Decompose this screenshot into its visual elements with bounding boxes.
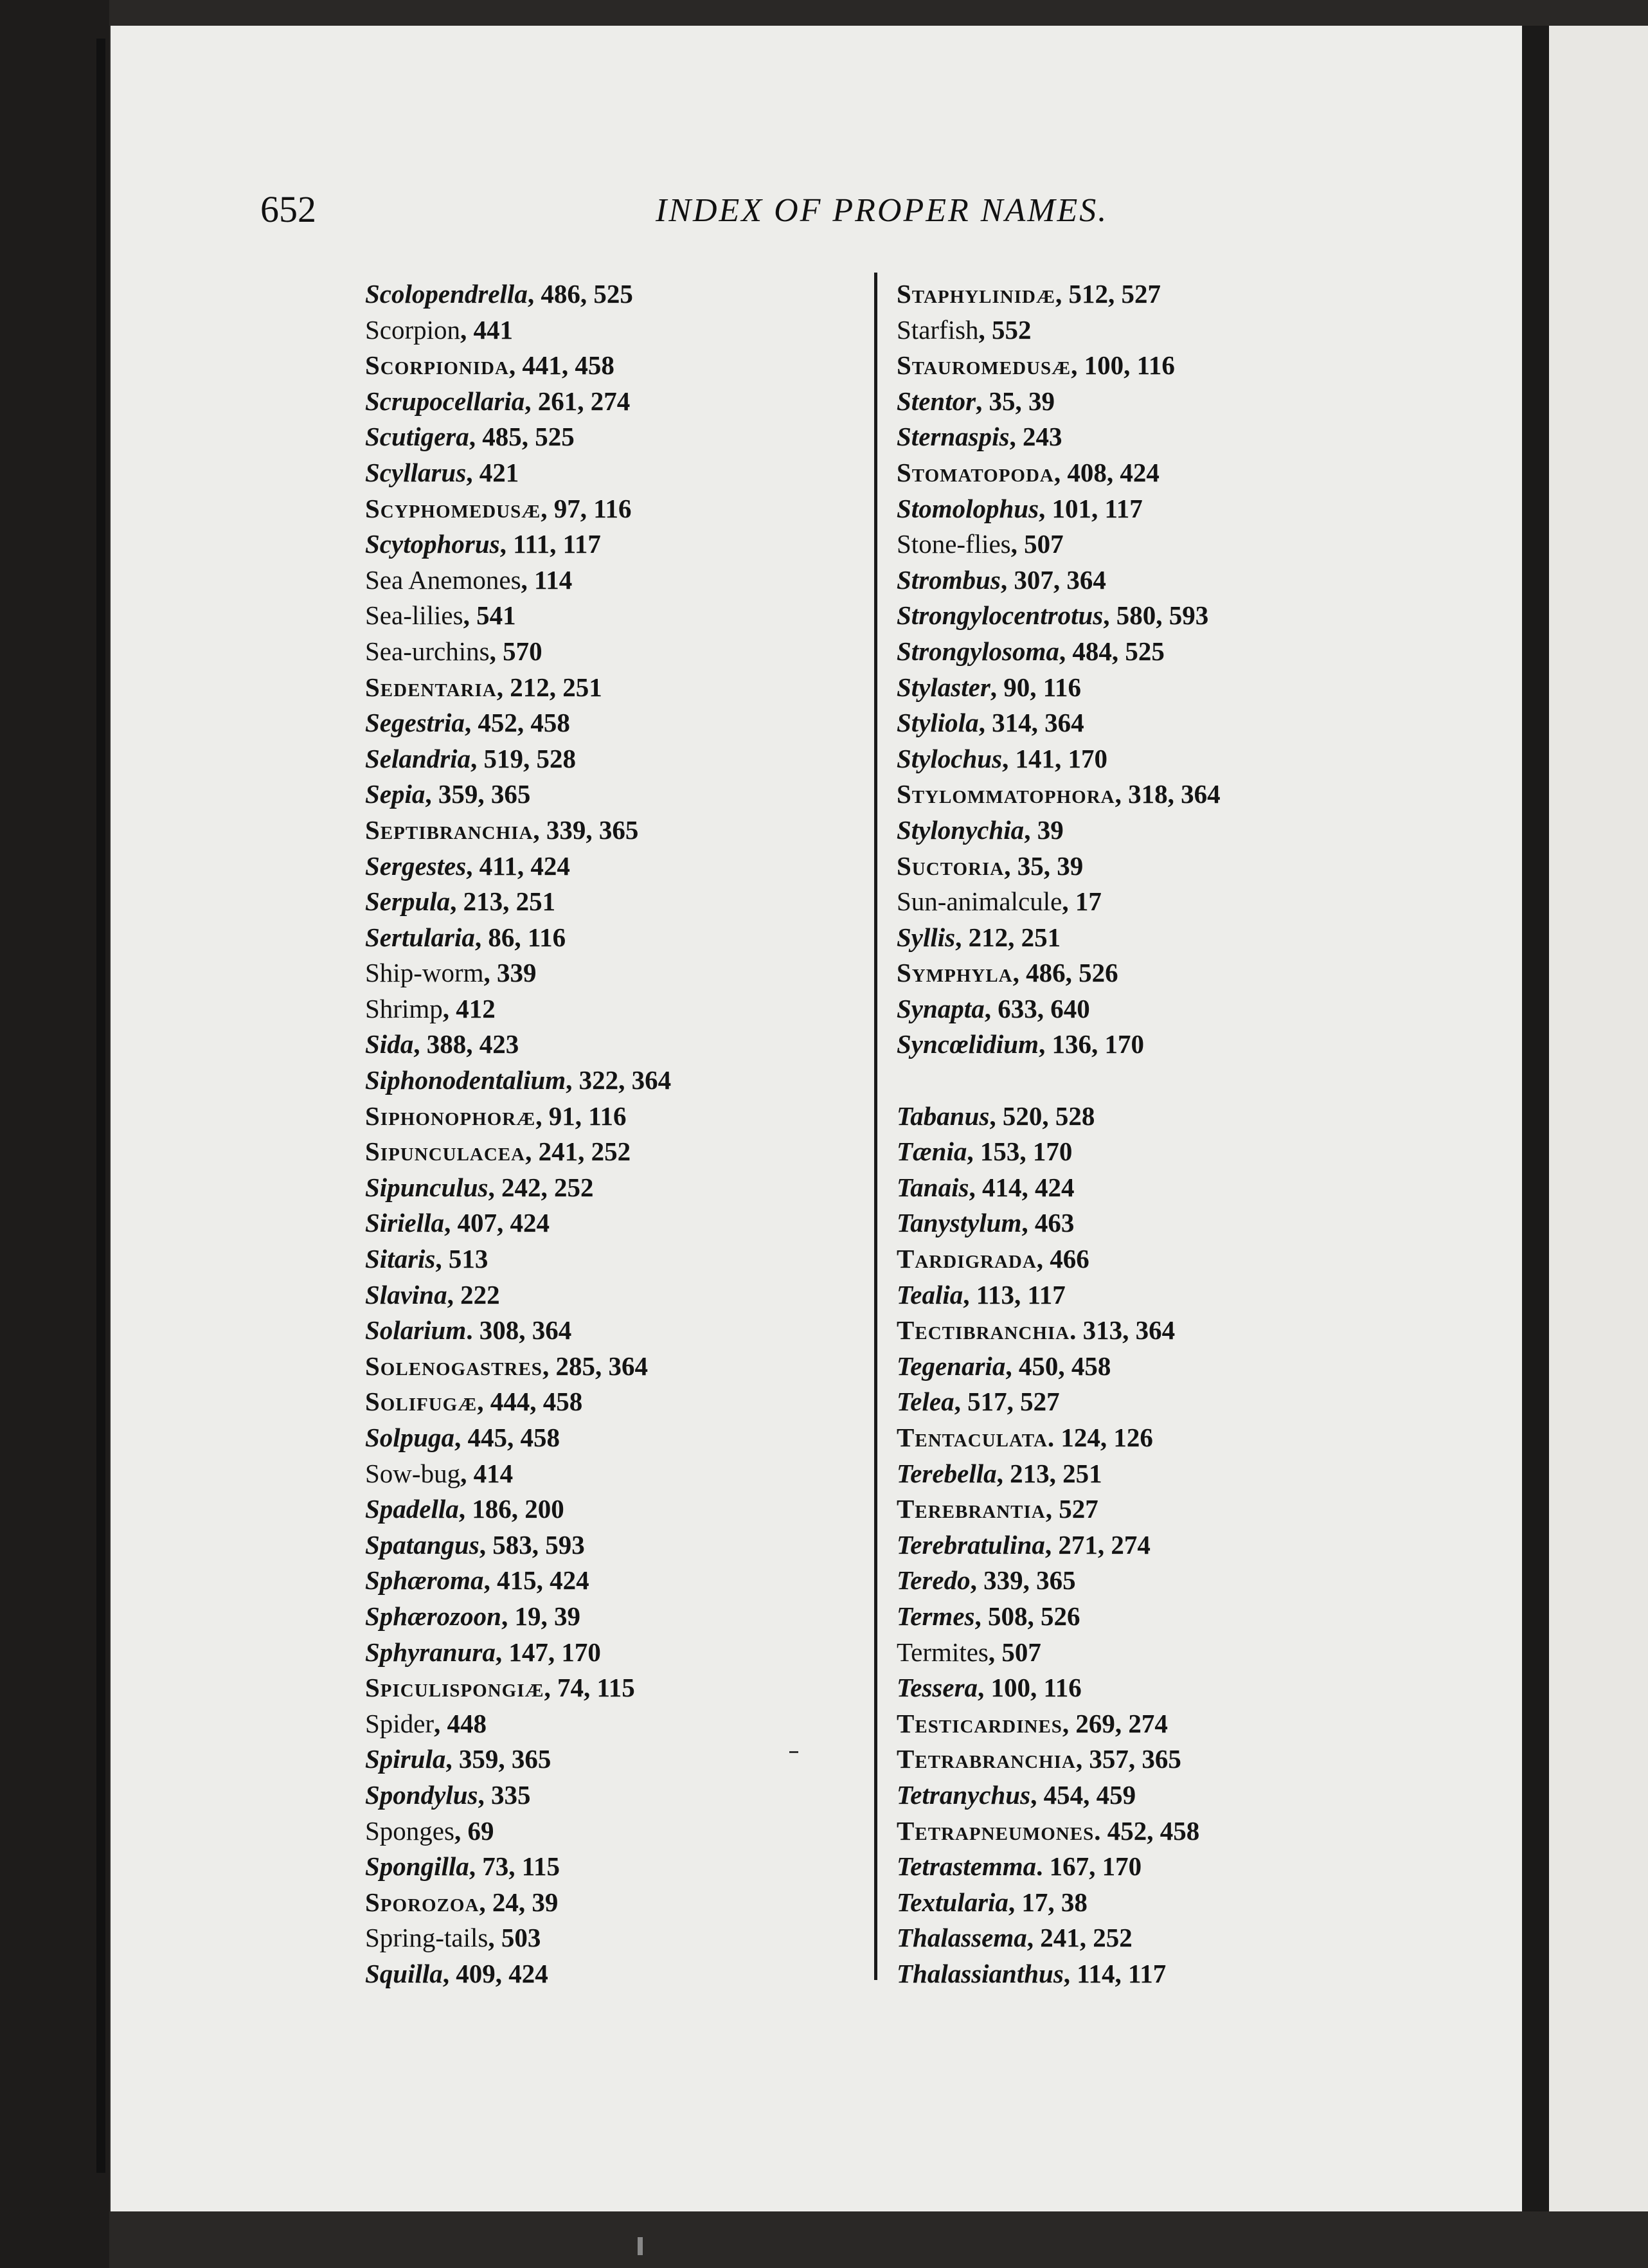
index-entry	[897, 491, 1398, 527]
index-term: Syncœlidium	[897, 1029, 1039, 1059]
index-entry	[897, 1277, 1398, 1313]
index-term: Textularia	[897, 1887, 1008, 1917]
index-entry	[365, 1349, 866, 1385]
index-term: Sida	[365, 1029, 414, 1059]
index-term: Sedentaria	[365, 672, 497, 702]
column-divider	[874, 273, 877, 1980]
index-page-refs: , 100, 116	[978, 1673, 1082, 1703]
index-entry	[365, 955, 866, 991]
index-term: Scolopendrella	[365, 279, 528, 309]
index-term: Spondylus	[365, 1779, 478, 1810]
index-entry	[365, 598, 866, 634]
index-term: Siphonophoræ	[365, 1101, 536, 1131]
index-term: Scutigera	[365, 422, 469, 452]
index-page-refs: , 335	[478, 1779, 531, 1810]
index-term: Shrimp	[365, 993, 443, 1023]
index-entry	[897, 455, 1398, 491]
index-term: Tanystylum	[897, 1208, 1022, 1238]
index-entry	[365, 1491, 866, 1527]
index-entry	[365, 1134, 866, 1170]
index-term: Spadella	[365, 1494, 459, 1524]
index-page-refs: , 213, 251	[996, 1458, 1102, 1488]
index-page-refs: , 147, 170	[495, 1637, 601, 1667]
index-page-refs: , 212, 251	[496, 672, 602, 702]
index-entry	[897, 849, 1398, 885]
index-entry	[365, 1635, 866, 1671]
index-entry	[365, 1384, 866, 1420]
index-entry	[897, 1920, 1398, 1956]
index-page-refs: , 17, 38	[1008, 1887, 1088, 1917]
index-page-refs: , 97, 116	[541, 493, 632, 523]
index-page-refs: , 314, 364	[978, 708, 1084, 738]
index-term: Tænia	[897, 1137, 967, 1167]
index-entry	[897, 1849, 1398, 1885]
index-entry	[365, 1599, 866, 1635]
index-page-refs: , 414, 424	[969, 1172, 1075, 1202]
index-page-refs: , 407, 424	[444, 1208, 550, 1238]
index-entry	[897, 1956, 1398, 1992]
index-term: Teredo	[897, 1565, 971, 1596]
index-page-refs: , 35, 39	[1004, 851, 1084, 881]
index-page-refs: , 243	[1009, 422, 1062, 452]
index-page-refs: , 24, 39	[479, 1887, 559, 1917]
index-term: Sitaris	[365, 1244, 436, 1274]
index-page-refs: , 570	[489, 636, 542, 666]
index-entry	[365, 670, 866, 706]
index-page-refs: , 503	[488, 1923, 541, 1953]
index-page-refs: , 153, 170	[967, 1137, 1073, 1167]
index-page-refs: , 74, 115	[544, 1673, 635, 1703]
index-entry	[897, 1170, 1398, 1206]
index-page-refs: , 414	[460, 1458, 514, 1488]
index-page-refs: , 339, 365	[533, 815, 639, 845]
index-entry	[897, 312, 1398, 348]
index-page-refs: , 19, 39	[501, 1601, 580, 1631]
index-term: Scorpionida	[365, 350, 509, 381]
index-page-refs: , 86, 116	[474, 922, 566, 952]
index-page-refs: , 452, 458	[464, 708, 570, 738]
index-page-refs: , 441, 458	[508, 350, 614, 381]
index-term: Sun-animalcule	[897, 887, 1062, 917]
index-term: Termites	[897, 1637, 989, 1667]
index-entry	[365, 1277, 866, 1313]
index-entry	[897, 526, 1398, 562]
index-page-refs: , 486, 526	[1012, 958, 1118, 988]
bottom-mark	[638, 2237, 643, 2255]
index-term: Tetrapneumones	[897, 1815, 1095, 1846]
index-page-refs: , 318, 364	[1115, 779, 1221, 809]
index-term: Sea-urchins	[365, 636, 490, 666]
index-entry	[897, 1384, 1398, 1420]
index-term: Serpula	[365, 887, 451, 917]
index-entry	[897, 1635, 1398, 1671]
index-entry	[897, 670, 1398, 706]
index-page-refs: , 580, 593	[1103, 600, 1209, 631]
index-entry	[365, 1563, 866, 1599]
index-term: Sponges	[365, 1815, 454, 1846]
page-gutter	[1522, 26, 1549, 2211]
index-page-refs: , 552	[978, 314, 1032, 345]
index-page-refs: , 113, 117	[963, 1279, 1066, 1310]
index-entry	[897, 991, 1398, 1027]
index-term: Siphonodentalium	[365, 1065, 566, 1095]
index-entry	[365, 276, 866, 312]
index-term: Styliola	[897, 708, 979, 738]
index-term: Tentaculata	[897, 1423, 1048, 1452]
index-entry	[897, 276, 1398, 312]
index-page-refs: , 100, 116	[1071, 350, 1175, 381]
index-term: Tetranychus	[897, 1779, 1031, 1810]
index-entry	[365, 1814, 866, 1850]
index-entry	[365, 1742, 866, 1778]
index-page-refs: , 508, 526	[974, 1601, 1080, 1631]
index-entry	[897, 384, 1398, 420]
index-term: Selandria	[365, 743, 471, 773]
index-page-refs: , 242, 252	[488, 1172, 594, 1202]
index-entry	[897, 1063, 1398, 1099]
index-entry	[897, 1205, 1398, 1241]
index-page-refs: , 213, 251	[450, 887, 556, 917]
index-page-refs: , 485, 525	[469, 422, 575, 452]
index-entry	[365, 348, 866, 384]
index-page-refs: , 527	[1045, 1494, 1098, 1524]
index-term: Tabanus	[897, 1101, 990, 1131]
index-entry	[897, 1241, 1398, 1277]
index-page-refs: , 186, 200	[458, 1494, 564, 1524]
index-entry	[897, 884, 1398, 920]
index-entry	[897, 1313, 1398, 1349]
index-term: Thalassema	[897, 1923, 1027, 1953]
index-term: Sow-bug	[365, 1458, 461, 1488]
index-entry	[365, 1241, 866, 1277]
index-term: Sphærozoon	[365, 1601, 501, 1631]
index-term: Sipunculus	[365, 1172, 488, 1202]
index-page-refs: , 421	[466, 457, 519, 487]
index-entry	[897, 1778, 1398, 1814]
index-term: Sergestes	[365, 851, 467, 881]
index-page-refs: , 445, 458	[454, 1423, 560, 1452]
index-term: Solenogastres	[365, 1351, 542, 1381]
index-entry	[365, 1527, 866, 1563]
index-term: Tegenaria	[897, 1351, 1006, 1381]
index-term: Terebella	[897, 1458, 997, 1488]
index-page-refs: . 124, 126	[1047, 1423, 1153, 1452]
index-term: Scytophorus	[365, 529, 500, 559]
index-term: Thalassianthus	[897, 1958, 1064, 1988]
index-page-refs: , 114, 117	[1063, 1958, 1167, 1988]
index-term: Sternaspis	[897, 422, 1010, 452]
index-term: Ship-worm	[365, 958, 484, 988]
index-entry	[897, 920, 1398, 956]
index-page-refs: . 313, 364	[1070, 1315, 1176, 1346]
index-page-refs: , 69	[454, 1815, 494, 1846]
index-entry	[365, 1099, 866, 1135]
index-term: Sphæroma	[365, 1565, 484, 1596]
index-term: Stomatopoda	[897, 457, 1054, 487]
index-page-refs: , 17	[1062, 887, 1102, 917]
index-entry	[365, 312, 866, 348]
index-entry	[365, 1027, 866, 1063]
index-page-refs: , 269, 274	[1062, 1708, 1168, 1738]
index-term: Stylommatophora	[897, 779, 1115, 809]
index-term: Spring-tails	[365, 1923, 488, 1953]
index-page-refs: , 241, 252	[1026, 1923, 1133, 1953]
index-term: Tectibranchia	[897, 1315, 1070, 1346]
index-page-refs: , 141, 170	[1002, 743, 1108, 773]
index-entry	[365, 1205, 866, 1241]
index-entry	[897, 741, 1398, 777]
index-term: Terebrantia	[897, 1494, 1046, 1524]
stray-mark	[789, 1751, 798, 1753]
index-page-refs: . 452, 458	[1094, 1815, 1200, 1846]
index-entry	[897, 1099, 1398, 1135]
index-term: Sipunculacea	[365, 1137, 526, 1167]
index-page-refs: , 307, 364	[1000, 564, 1106, 595]
index-term: Siriella	[365, 1208, 445, 1238]
index-term: Stauromedusæ	[897, 350, 1071, 381]
page-number: 652	[260, 188, 316, 230]
index-entry	[365, 920, 866, 956]
index-page-refs: , 101, 117	[1039, 493, 1143, 523]
index-page-refs: , 339, 365	[970, 1565, 1076, 1596]
index-term: Strongylosoma	[897, 636, 1059, 666]
index-page-refs: , 409, 424	[442, 1958, 548, 1988]
index-entry	[897, 777, 1398, 813]
facing-page-edge	[1549, 26, 1648, 2211]
index-term: Tardigrada	[897, 1244, 1037, 1274]
index-page-refs: , 91, 116	[535, 1101, 627, 1131]
index-entry	[897, 1885, 1398, 1921]
index-entry	[365, 1920, 866, 1956]
index-term: Stylonychia	[897, 815, 1025, 845]
index-entry	[365, 741, 866, 777]
index-term: Tessera	[897, 1673, 978, 1703]
index-page-refs: , 520, 528	[989, 1101, 1095, 1131]
index-term: Tetrastemma	[897, 1851, 1037, 1882]
index-term: Squilla	[365, 1958, 443, 1988]
index-term: Sphyranura	[365, 1637, 496, 1667]
index-term: Sepia	[365, 779, 425, 809]
index-entry	[365, 1956, 866, 1992]
index-entry	[365, 455, 866, 491]
index-entry	[897, 1742, 1398, 1778]
index-entry	[897, 1563, 1398, 1599]
index-entry	[365, 419, 866, 455]
index-entry	[897, 1134, 1398, 1170]
index-term: Solpuga	[365, 1423, 454, 1452]
index-page-refs: , 541	[463, 600, 516, 631]
index-term: Starfish	[897, 314, 979, 345]
index-page-refs: , 454, 459	[1030, 1779, 1136, 1810]
index-page-refs: , 111, 117	[499, 529, 601, 559]
spine-edge	[96, 39, 105, 2173]
index-entry	[365, 705, 866, 741]
running-head: INDEX OF PROPER NAMES.	[656, 192, 1109, 229]
index-term: Symphyla	[897, 958, 1013, 988]
index-page-refs: , 222	[447, 1279, 500, 1310]
index-entry	[365, 1313, 866, 1349]
index-column-right	[897, 276, 1398, 1992]
index-page-refs: . 167, 170	[1036, 1851, 1142, 1882]
index-entry	[365, 884, 866, 920]
index-term: Septibranchia	[365, 815, 533, 845]
index-entry	[897, 1814, 1398, 1850]
index-term: Scyphomedusæ	[365, 493, 541, 523]
index-page-refs: , 486, 525	[527, 279, 633, 309]
index-term: Syllis	[897, 922, 956, 952]
index-entry	[365, 634, 866, 670]
index-page-refs: , 39	[1024, 815, 1064, 845]
index-entry	[897, 1456, 1398, 1492]
index-entry	[365, 562, 866, 598]
index-entry	[897, 1706, 1398, 1742]
index-page-refs: , 441	[460, 314, 514, 345]
index-page-refs: , 357, 365	[1075, 1744, 1181, 1774]
index-term: Stylaster	[897, 672, 990, 702]
index-term: Segestria	[365, 708, 465, 738]
index-page-refs: , 408, 424	[1053, 457, 1160, 487]
index-page-refs: , 412	[442, 993, 496, 1023]
index-term: Spider	[365, 1708, 434, 1738]
index-term: Stylochus	[897, 743, 1003, 773]
index-page-refs: , 359, 365	[445, 1744, 551, 1774]
index-entry	[897, 1420, 1398, 1456]
index-term: Terebratulina	[897, 1529, 1045, 1560]
index-page-refs: , 388, 423	[413, 1029, 519, 1059]
index-page-refs: , 583, 593	[479, 1529, 585, 1560]
index-entry	[897, 419, 1398, 455]
index-term: Testicardines	[897, 1708, 1062, 1738]
index-entry	[365, 1885, 866, 1921]
index-term: Spatangus	[365, 1529, 479, 1560]
index-page-refs: , 73, 115	[469, 1851, 560, 1882]
index-entry	[365, 1670, 866, 1706]
index-page-refs: , 484, 525	[1059, 636, 1165, 666]
index-entry	[365, 526, 866, 562]
index-entry	[897, 1349, 1398, 1385]
index-page-refs: , 507	[1010, 529, 1064, 559]
index-page-refs: , 359, 365	[425, 779, 531, 809]
index-entry	[365, 1063, 866, 1099]
index-term: Solifugæ	[365, 1387, 478, 1417]
index-term: Tealia	[897, 1279, 963, 1310]
index-page-refs: , 450, 458	[1005, 1351, 1111, 1381]
index-entry	[897, 1491, 1398, 1527]
index-entry	[897, 955, 1398, 991]
index-term: Termes	[897, 1601, 975, 1631]
index-page-refs: , 519, 528	[470, 743, 577, 773]
index-term: Stentor	[897, 386, 976, 416]
index-page-refs: , 415, 424	[483, 1565, 589, 1596]
index-entry	[897, 1670, 1398, 1706]
index-entry	[365, 1456, 866, 1492]
index-page-refs: , 411, 424	[466, 851, 570, 881]
index-page-refs: , 517, 527	[954, 1387, 1060, 1417]
index-term: Slavina	[365, 1279, 447, 1310]
index-term: Suctoria	[897, 851, 1005, 881]
index-entry	[897, 348, 1398, 384]
index-page-refs: , 339	[483, 958, 537, 988]
index-page-refs: , 35, 39	[976, 386, 1055, 416]
index-entry	[897, 1527, 1398, 1563]
index-term: Sertularia	[365, 922, 475, 952]
index-term: Stomolophus	[897, 493, 1039, 523]
index-term: Spongilla	[365, 1851, 469, 1882]
index-page-refs: , 90, 116	[990, 672, 1082, 702]
index-page-refs: , 448	[434, 1708, 487, 1738]
index-entry	[365, 491, 866, 527]
index-page-refs: , 271, 274	[1044, 1529, 1151, 1560]
index-term: Stone-flies	[897, 529, 1011, 559]
index-page-refs: , 463	[1021, 1208, 1075, 1238]
index-page-refs: , 322, 364	[566, 1065, 672, 1095]
index-term: Staphylinidæ	[897, 279, 1055, 309]
index-page-refs: , 136, 170	[1038, 1029, 1144, 1059]
index-term: Tetrabranchia	[897, 1744, 1076, 1774]
index-term: Strombus	[897, 564, 1001, 595]
index-entry	[365, 1420, 866, 1456]
index-entry	[897, 634, 1398, 670]
index-entry	[365, 1778, 866, 1814]
index-term: Spirula	[365, 1744, 446, 1774]
index-page-refs: , 444, 458	[477, 1387, 583, 1417]
index-entry	[365, 384, 866, 420]
index-term: Spiculispongiæ	[365, 1673, 544, 1703]
index-term: Scorpion	[365, 314, 461, 345]
index-page-refs: , 633, 640	[984, 993, 1090, 1023]
index-column-left	[365, 276, 866, 1992]
index-page-refs: , 212, 251	[955, 922, 1061, 952]
index-term: Sporozoa	[365, 1887, 479, 1917]
index-page-refs: , 466	[1036, 1244, 1089, 1274]
index-entry	[365, 777, 866, 813]
index-entry	[897, 813, 1398, 849]
index-term: Solarium	[365, 1315, 467, 1346]
index-term: Sea-lilies	[365, 600, 463, 631]
index-entry	[365, 1706, 866, 1742]
index-entry	[365, 849, 866, 885]
index-entry	[897, 598, 1398, 634]
index-term: Telea	[897, 1387, 954, 1417]
index-entry	[365, 1849, 866, 1885]
index-entry	[365, 991, 866, 1027]
index-page-refs: , 261, 274	[524, 386, 631, 416]
index-page-refs: , 507	[988, 1637, 1041, 1667]
index-page-refs: , 285, 364	[542, 1351, 648, 1381]
index-entry	[897, 1599, 1398, 1635]
index-term: Scyllarus	[365, 457, 467, 487]
index-entry	[897, 1027, 1398, 1063]
index-page-refs: , 512, 527	[1055, 279, 1161, 309]
index-entry	[365, 1170, 866, 1206]
index-term: Synapta	[897, 993, 985, 1023]
index-entry	[897, 562, 1398, 598]
book-spine	[0, 0, 109, 2268]
index-term: Tanais	[897, 1172, 969, 1202]
index-term: Scrupocellaria	[365, 386, 525, 416]
index-term: Strongylocentrotus	[897, 600, 1104, 631]
index-page-refs: , 114	[521, 564, 573, 595]
index-entry	[897, 705, 1398, 741]
index-term: Sea Anemones	[365, 564, 521, 595]
index-page-refs: , 241, 252	[525, 1137, 631, 1167]
index-page-refs: . 308, 364	[466, 1315, 572, 1346]
index-entry	[365, 813, 866, 849]
index-page-refs: , 513	[435, 1244, 488, 1274]
